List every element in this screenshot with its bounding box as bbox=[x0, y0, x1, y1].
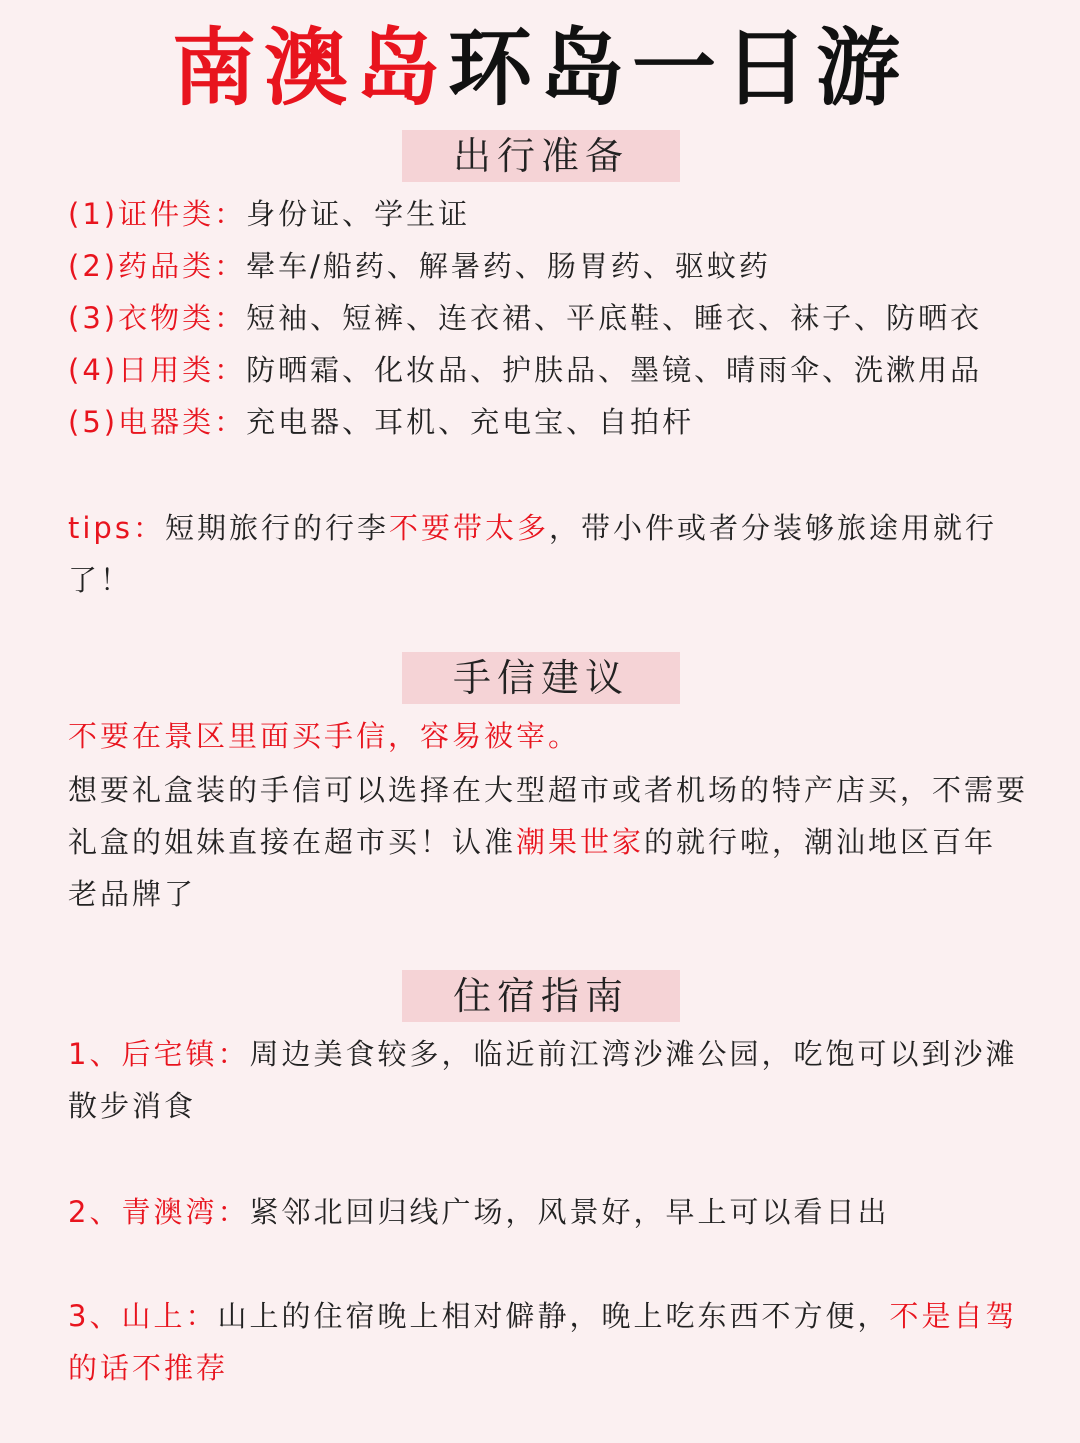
stay-item-text: 山上的住宿晚上相对僻静，晚上吃东西不方便， bbox=[217, 1299, 890, 1333]
prep-item-text: 防晒霜、化妆品、护肤品、墨镜、晴雨伞、洗漱用品 bbox=[246, 353, 983, 387]
stay-item-text: 紧邻北回归线广场，风景好，早上可以看日出 bbox=[249, 1195, 890, 1229]
souvenir-text: 想要礼盒装的手信可以选择在大型超市或者机场的特产店买，不需要礼盒的姐妹直接在超市买！认准 bbox=[68, 773, 1029, 859]
prep-item bbox=[68, 298, 1028, 338]
stay-item-label: 3、山上： bbox=[68, 1299, 218, 1333]
tips-highlight: 不要带太多 bbox=[388, 511, 549, 545]
prep-item-text: 晕车/船药、解暑药、肠胃药、驱蚊药 bbox=[246, 249, 771, 283]
tips-label: tips： bbox=[68, 511, 165, 545]
section-header-prep: 出行准备 bbox=[402, 130, 680, 182]
prep-item-label: (1)证件类： bbox=[68, 197, 247, 231]
prep-item-label: (2)药品类： bbox=[68, 249, 247, 283]
prep-item-label: (5)电器类： bbox=[68, 405, 247, 439]
tips-text: 短期旅行的行李 bbox=[164, 511, 389, 545]
prep-item-text: 身份证、学生证 bbox=[246, 197, 471, 231]
prep-tips bbox=[68, 502, 1028, 606]
stay-item bbox=[68, 1290, 1028, 1394]
title-highlight: 南澳岛 bbox=[171, 19, 448, 117]
stay-item-text: 周边美食较多，临近前江湾沙滩公园，吃饱可以到沙滩散步消食 bbox=[68, 1037, 1018, 1123]
souvenir-brand: 潮果世家 bbox=[516, 825, 645, 859]
stay-item bbox=[68, 1186, 1028, 1238]
section-header-souvenir: 手信建议 bbox=[402, 652, 680, 704]
prep-item-label: (4)日用类： bbox=[68, 353, 247, 387]
stay-item-highlight: 不是自驾的话不推荐 bbox=[68, 1299, 1018, 1385]
stay-item-label: 2、青澳湾： bbox=[68, 1195, 250, 1229]
stay-item-label: 1、后宅镇： bbox=[68, 1037, 250, 1071]
tips-text-end: ，带小件或者分装够旅途用就行了！ bbox=[68, 511, 997, 597]
souvenir-text-end: 的就行啦，潮汕地区百年老品牌了 bbox=[68, 825, 997, 911]
prep-item bbox=[68, 246, 1028, 286]
title-main: 环岛一日游 bbox=[448, 19, 909, 117]
souvenir-paragraph bbox=[68, 764, 1028, 920]
prep-item-text: 充电器、耳机、充电宝、自拍杆 bbox=[246, 405, 695, 439]
page-title bbox=[0, 18, 1080, 118]
prep-item bbox=[68, 194, 1028, 234]
prep-item-label: (3)衣物类： bbox=[68, 301, 247, 335]
souvenir-warning: 不要在景区里面买手信，容易被宰。 bbox=[68, 719, 581, 753]
section-header-stay: 住宿指南 bbox=[402, 970, 680, 1022]
stay-item bbox=[68, 1028, 1028, 1132]
prep-item bbox=[68, 402, 1028, 442]
prep-item bbox=[68, 350, 1028, 390]
prep-item-text: 短袖、短裤、连衣裙、平底鞋、睡衣、袜子、防晒衣 bbox=[246, 301, 983, 335]
